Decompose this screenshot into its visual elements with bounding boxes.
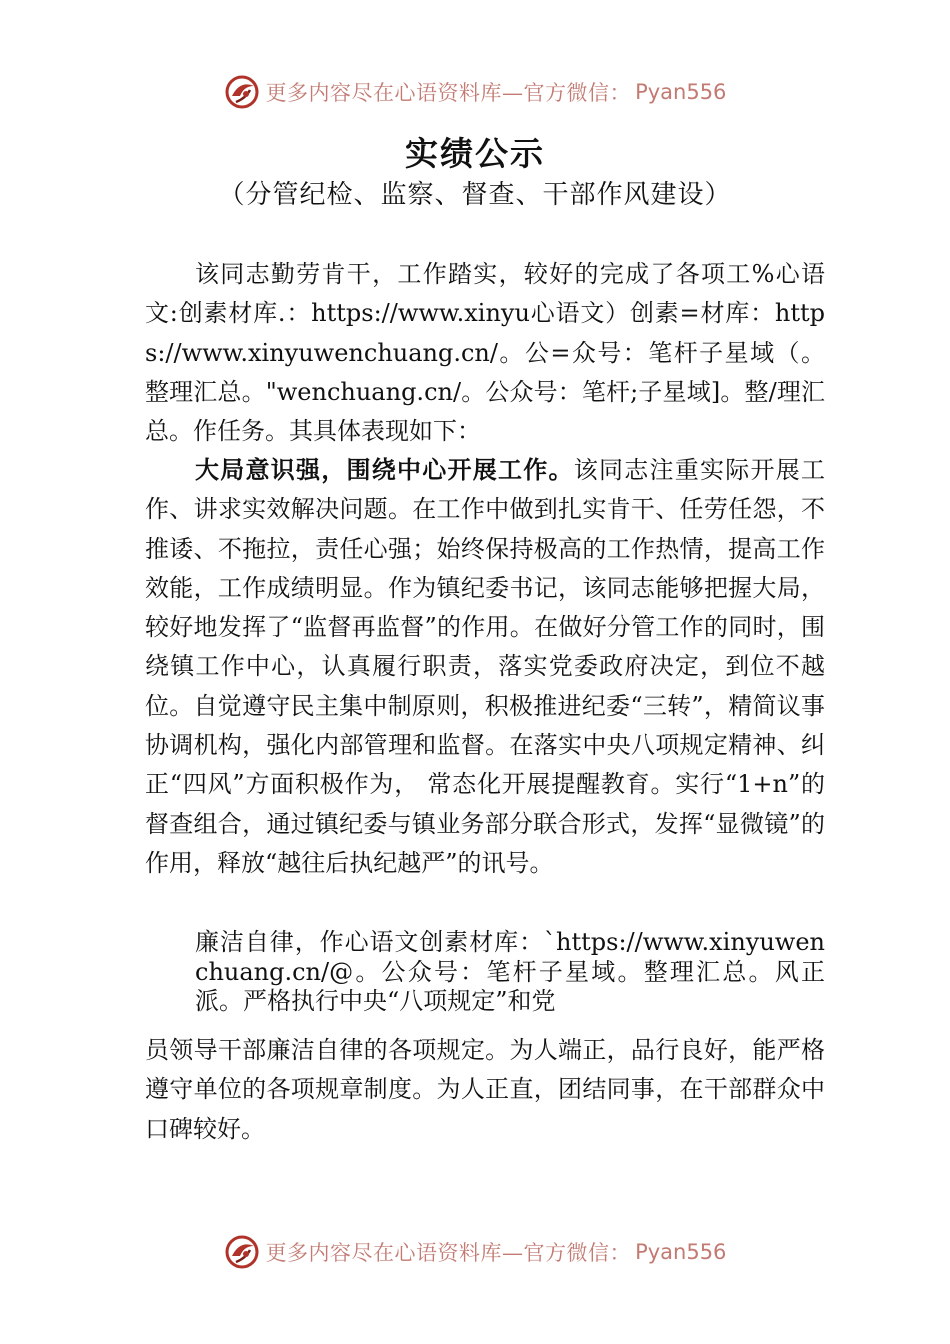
footer-banner	[0, 1232, 950, 1272]
banner-wechat-handle: Pyan556	[635, 80, 727, 104]
paragraph-body: 该同志注重实际开展工作、讲求实效解决问题。在工作中做到扎实肯干、任劳任怨，不推诿、不拖拉，责任心强；始终保持极高的工作热情，提高工作效能，工作成绩明显。作为镇纪委书记，该同志能够把握大局，较好地发挥了“监督再监督”的作用。在做好分管工作的同时，围绕镇工作中心，认真履行职责，落实党委政府决定，到位不越位。自觉遵守民主集中制原则，积极推进纪委“三转”，精简议事协调机构，强化内部管理和监督。在落实中央八项规定精神、纠正“四风”方面积极作为， 常态化开展提醒教育。实行“1+n”的督查组合，通过镇纪委与镇业务部分联合形式，发挥“显微镜”的作用，释放“越往后执纪越严”的讯号。	[145, 456, 825, 877]
paragraph-overall-awareness	[145, 451, 825, 883]
paragraph-lead-heading: 大局意识强，围绕中心开展工作。	[195, 456, 574, 484]
banner-text: 更多内容尽在心语资料库—官方微信：	[265, 1241, 632, 1265]
banner-text: 更多内容尽在心语资料库—官方微信：	[265, 81, 632, 105]
paragraph-integrity-continued: 员领导干部廉洁自律的各项规定。为人端正，品行良好，能严格遵守单位的各项规章制度。为人正直，团结同事，在干部群众中口碑较好。	[145, 1036, 825, 1143]
red-swirl-logo-icon	[224, 1234, 260, 1270]
header-banner	[0, 72, 950, 112]
paragraph-intro: 该同志勤劳肯干，工作踏实，较好的完成了各项工%心语文:创素材库.：https://www.xinyu心语文）创素=材库：https://www.xinyuwenchuang.cn/。公=众号：笔杆子星域（。整理汇总。"wenchuang.cn/。公众号：笔杆;子星域]。整/理汇总。作任务。其具体表现如下：	[145, 260, 825, 446]
document-subtitle: （分管纪检、监察、督查、干部作风建设）	[218, 180, 732, 210]
document-title: 实绩公示	[405, 134, 545, 173]
red-swirl-logo-icon	[224, 74, 260, 110]
paragraph-integrity: 廉洁自律，作心语文创素材库：`https://www.xinyuwenchuang.cn/@。公众号：笔杆子星域。整理汇总。风正派。严格执行中央“八项规定”和党	[195, 928, 825, 1015]
banner-wechat-handle: Pyan556	[635, 1240, 727, 1264]
